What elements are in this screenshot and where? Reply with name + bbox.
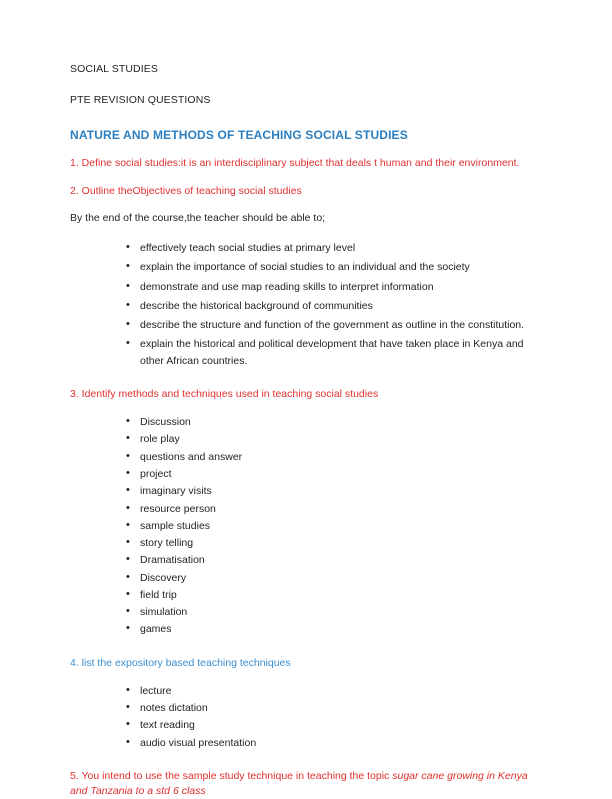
question-2-list <box>70 240 542 369</box>
list-item: • field trip <box>126 587 542 603</box>
doc-type-label: PTE REVISION QUESTIONS <box>70 94 211 107</box>
list-item: • effectively teach social studies at primary level <box>126 240 542 256</box>
question-3: 3. Identify methods and techniques used in teaching social studies <box>70 387 379 400</box>
list-item: • sample studies <box>126 518 542 534</box>
question-2: 2. Outline theObjectives of teaching social studies <box>70 184 302 197</box>
list-item: • questions and answer <box>126 449 542 465</box>
list-item: • describe the structure and function of the government as outline in the constitution. <box>126 317 542 333</box>
list-item: • resource person <box>126 501 542 517</box>
question-4-list <box>70 683 542 751</box>
list-item: • project <box>126 466 542 482</box>
list-item: • describe the historical background of communities <box>126 298 542 314</box>
list-item: • Discussion <box>126 414 542 430</box>
list-item: • imaginary visits <box>126 483 542 499</box>
list-item: • Discovery <box>126 570 542 586</box>
question-2-lead-in: By the end of the course,the teacher should be able to; <box>70 211 326 224</box>
list-item: • story telling <box>126 535 542 551</box>
question-3-list <box>70 414 542 637</box>
question-5 <box>70 769 542 799</box>
list-item: • simulation <box>126 604 542 620</box>
list-item: • lecture <box>126 683 542 699</box>
question-5-prefix: 5. You intend to use the sample study technique in teaching the topic <box>70 769 393 782</box>
question-5-topic: sugar cane growing in Kenya and Tanzania to a std 6 class <box>70 769 528 798</box>
list-item: • explain the importance of social studies to an individual and the society <box>126 259 542 275</box>
list-item: • demonstrate and use map reading skills to interpret information <box>126 279 542 295</box>
question-4: 4. list the expository based teaching techniques <box>70 656 291 669</box>
list-item: • explain the historical and political development that have taken place in Kenya and other African countries. <box>126 336 542 369</box>
section-heading: NATURE AND METHODS OF TEACHING SOCIAL STUDIES <box>70 128 408 143</box>
list-item: • Dramatisation <box>126 552 542 568</box>
question-1: 1. Define social studies:it is an interdisciplinary subject that deals t human and their environment. <box>70 157 520 170</box>
list-item: • text reading <box>126 717 542 733</box>
list-item: • games <box>126 621 542 637</box>
subject-label: SOCIAL STUDIES <box>70 63 158 75</box>
list-item: • role play <box>126 431 542 447</box>
list-item: • audio visual presentation <box>126 735 542 751</box>
list-item: • notes dictation <box>126 700 542 716</box>
